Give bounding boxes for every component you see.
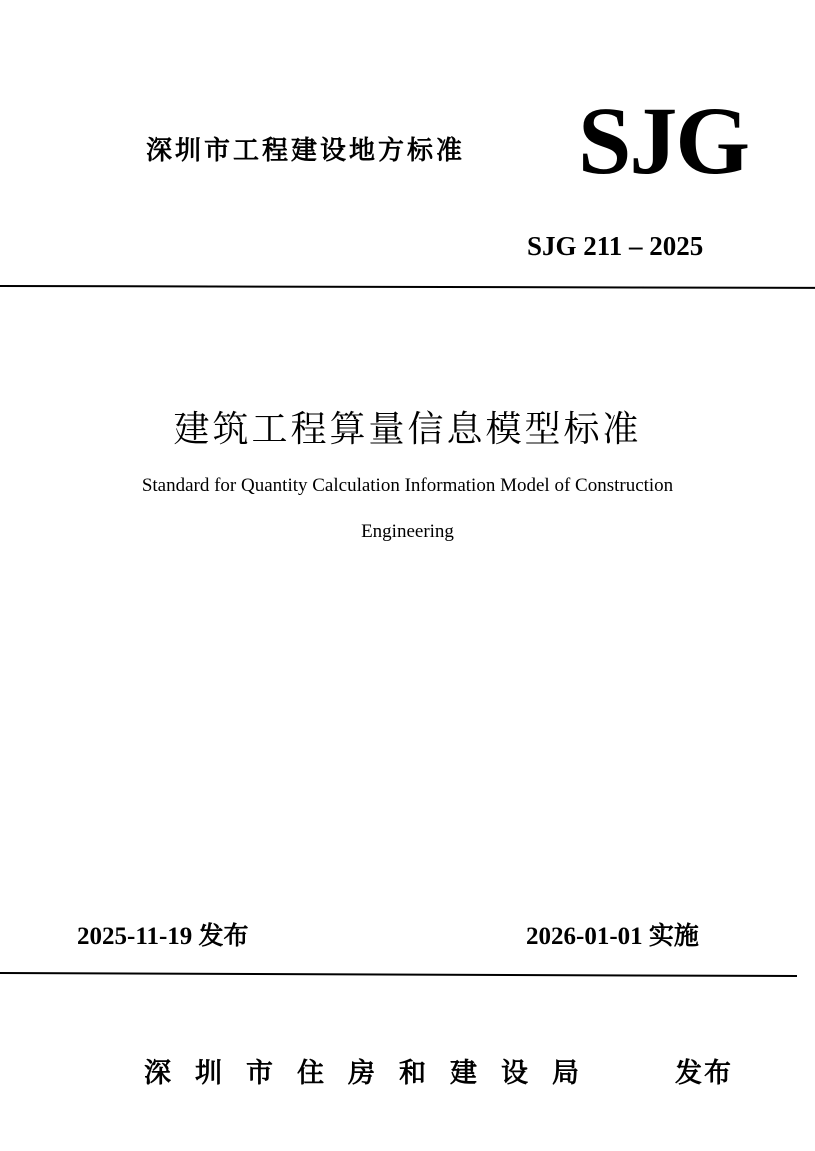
standard-number: SJG 211 – 2025 bbox=[527, 231, 704, 261]
bottom-divider bbox=[0, 972, 797, 977]
title-chinese: 建筑工程算量信息模型标准 bbox=[173, 409, 642, 450]
top-divider bbox=[0, 285, 815, 289]
publish-label: 发布 bbox=[675, 1058, 733, 1089]
issue-date: 2025-11-19 发布 bbox=[77, 923, 249, 950]
sjg-logo: SJG bbox=[578, 87, 749, 194]
title-english-line-1: Standard for Quantity Calculation Information Model of Construction bbox=[141, 475, 674, 496]
effective-date: 2026-01-01 实施 bbox=[526, 923, 699, 950]
standard-type: 深圳市工程建设地方标准 bbox=[146, 136, 466, 166]
publisher-name: 深圳市住房和建设局 bbox=[144, 1058, 603, 1089]
title-english-line-2: Engineering bbox=[361, 521, 454, 542]
